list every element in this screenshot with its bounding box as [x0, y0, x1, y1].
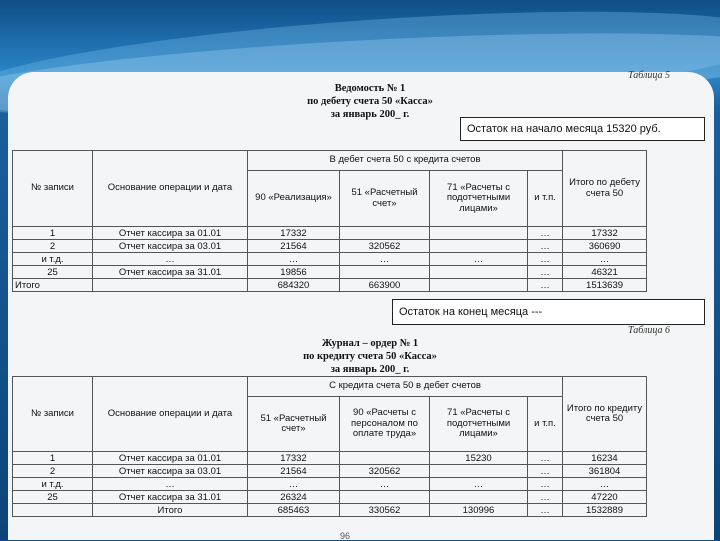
cell: и т.д.	[13, 253, 93, 266]
title-line: по дебету счета 50 «Касса»	[307, 96, 433, 107]
cell: 21564	[248, 240, 340, 253]
header-account: и т.п.	[528, 397, 563, 452]
page-number: 96	[340, 531, 351, 541]
header-account: 51 «Расчетный счет»	[340, 171, 430, 227]
cell: …	[528, 253, 563, 266]
table2-title	[270, 337, 470, 376]
cell: …	[248, 253, 340, 266]
cell: …	[248, 478, 340, 491]
cell	[430, 279, 528, 292]
cell: Отчет кассира за 01.01	[93, 227, 248, 240]
total-row	[13, 504, 647, 517]
header-account: 90 «Реализация»	[248, 171, 340, 227]
cell: Отчет кассира за 03.01	[93, 240, 248, 253]
cell: Отчет кассира за 01.01	[93, 452, 248, 465]
cell: …	[528, 491, 563, 504]
cell: …	[528, 504, 563, 517]
cell: 130996	[430, 504, 528, 517]
header-account: 51 «Расчетный счет»	[248, 397, 340, 452]
cell: …	[528, 240, 563, 253]
cell	[340, 227, 430, 240]
header-basis: Основание операции и дата	[93, 377, 248, 452]
cell	[430, 227, 528, 240]
cell	[13, 504, 93, 517]
cell: …	[430, 478, 528, 491]
cell: 25	[13, 491, 93, 504]
cell: …	[430, 253, 528, 266]
header-group: В дебет счета 50 с кредита счетов	[248, 151, 563, 171]
cell: 2	[13, 465, 93, 478]
cell: 361804	[563, 465, 647, 478]
title-line: за январь 200_ г.	[330, 364, 410, 375]
cell	[93, 279, 248, 292]
header-group: С кредита счета 50 в дебет счетов	[248, 377, 563, 397]
header-record-no: № записи	[13, 377, 93, 452]
opening-balance-box: Остаток на начало месяца 15320 руб.	[460, 117, 705, 141]
cell	[430, 266, 528, 279]
cell: 17332	[248, 452, 340, 465]
cell: …	[563, 478, 647, 491]
table-row	[13, 266, 647, 279]
header-record-no: № записи	[13, 151, 93, 227]
cell: 685463	[248, 504, 340, 517]
cell: …	[528, 452, 563, 465]
cell	[430, 465, 528, 478]
cell	[340, 452, 430, 465]
cell	[430, 491, 528, 504]
cell: …	[528, 465, 563, 478]
table-row	[13, 465, 647, 478]
debit-ledger-table	[12, 150, 647, 292]
cell: 47220	[563, 491, 647, 504]
cell: …	[93, 253, 248, 266]
header-account: 71 «Расчеты с подотчетными лицами»	[430, 171, 528, 227]
table-number: Таблица 5	[628, 70, 670, 81]
table-row	[13, 452, 647, 465]
cell: Итого	[93, 504, 248, 517]
table1-title	[270, 82, 470, 121]
cell: 1	[13, 452, 93, 465]
total-row	[13, 279, 647, 292]
cell: …	[340, 253, 430, 266]
title-line: за январь 200_ г.	[330, 109, 410, 120]
cell: 17332	[563, 227, 647, 240]
cell: 46321	[563, 266, 647, 279]
cell: 360690	[563, 240, 647, 253]
cell: …	[528, 478, 563, 491]
cell: 1	[13, 227, 93, 240]
cell	[340, 491, 430, 504]
cell: 15230	[430, 452, 528, 465]
table-row	[13, 240, 647, 253]
cell: …	[528, 266, 563, 279]
cell: Отчет кассира за 31.01	[93, 266, 248, 279]
cell: 330562	[340, 504, 430, 517]
table-number: Таблица 6	[628, 325, 670, 336]
cell: 663900	[340, 279, 430, 292]
cell: 684320	[248, 279, 340, 292]
cell: 2	[13, 240, 93, 253]
cell: 26324	[248, 491, 340, 504]
header-total: Итого по кредиту счета 50	[563, 377, 647, 452]
title-line: по кредиту счета 50 «Касса»	[303, 351, 437, 362]
header-account: 90 «Расчеты с персоналом по оплате труда»	[340, 397, 430, 452]
cell: 19856	[248, 266, 340, 279]
cell: 1513639	[563, 279, 647, 292]
cell: 320562	[340, 465, 430, 478]
cell	[430, 240, 528, 253]
cell: 17332	[248, 227, 340, 240]
header-total: Итого по дебету счета 50	[563, 151, 647, 227]
header-account: и т.п.	[528, 171, 563, 227]
credit-journal-table	[12, 376, 647, 517]
cell: 16234	[563, 452, 647, 465]
cell: …	[93, 478, 248, 491]
closing-balance-box: Остаток на конец месяца ---	[392, 299, 705, 325]
cell: …	[528, 279, 563, 292]
cell: …	[528, 227, 563, 240]
header-basis: Основание операции и дата	[93, 151, 248, 227]
cell: Отчет кассира за 31.01	[93, 491, 248, 504]
header-account: 71 «Расчеты с подотчетными лицами»	[430, 397, 528, 452]
title-line: Ведомость № 1	[334, 83, 406, 94]
cell: 25	[13, 266, 93, 279]
table-row	[13, 253, 647, 266]
cell: и т.д.	[13, 478, 93, 491]
cell: …	[340, 478, 430, 491]
cell: 320562	[340, 240, 430, 253]
table-row	[13, 491, 647, 504]
cell: 1532889	[563, 504, 647, 517]
table-row	[13, 227, 647, 240]
table-row	[13, 478, 647, 491]
cell: Итого	[13, 279, 93, 292]
cell	[340, 266, 430, 279]
cell: Отчет кассира за 03.01	[93, 465, 248, 478]
cell: 21564	[248, 465, 340, 478]
cell: …	[563, 253, 647, 266]
title-line: Журнал – ордер № 1	[321, 338, 419, 349]
